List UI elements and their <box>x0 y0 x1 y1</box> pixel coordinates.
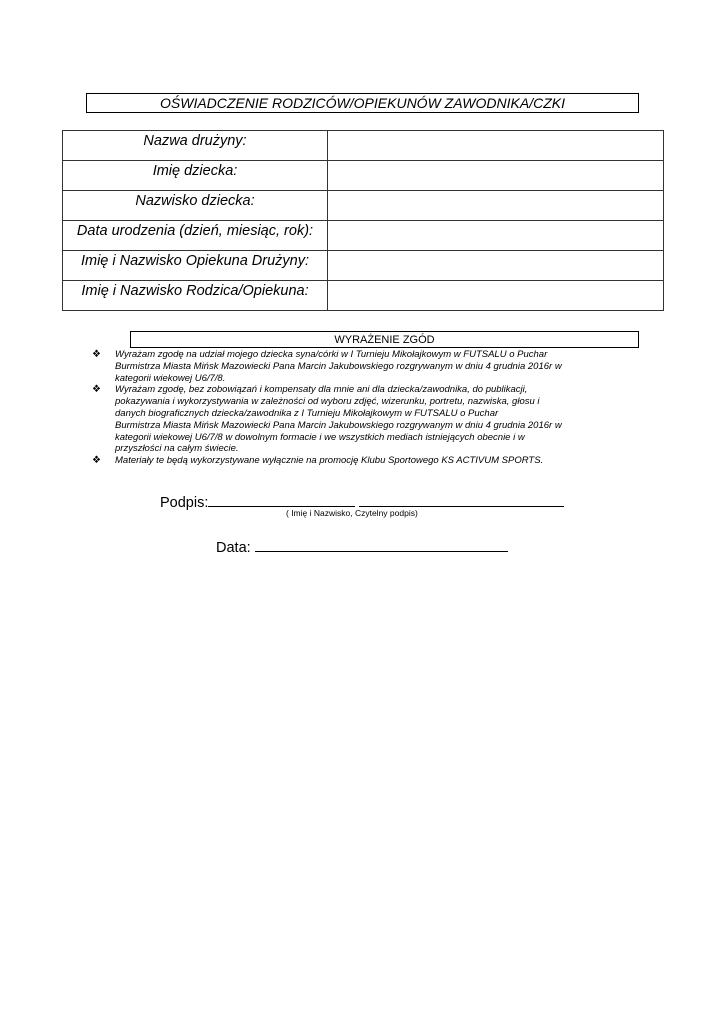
date-section <box>216 537 508 556</box>
consent-text-promotion: Materiały te będą wykorzystywane wyłącznie na promocję Klubu Sportowego KS ACTIVUM SPORTS. <box>115 455 544 467</box>
team-name-label: Nazwa drużyny: <box>63 131 328 161</box>
consent-item <box>92 455 632 467</box>
signature-caption: ( Imię i Nazwisko, Czytelny podpis) <box>286 508 418 518</box>
child-first-name-field[interactable] <box>328 161 664 191</box>
diamond-bullet-icon: ❖ <box>92 455 101 467</box>
diamond-bullet-icon: ❖ <box>92 384 101 396</box>
birth-date-field[interactable] <box>328 221 664 251</box>
parent-name-label: Imię i Nazwisko Rodzica/Opiekuna: <box>63 281 328 311</box>
child-first-name-label: Imię dziecka: <box>63 161 328 191</box>
date-line[interactable] <box>255 537 508 552</box>
signature-line-first[interactable] <box>208 492 355 507</box>
consents-heading: WYRAŻENIE ZGÓD <box>130 331 639 348</box>
date-label: Data: <box>216 540 251 556</box>
document-title: OŚWIADCZENIE RODZICÓW/OPIEKUNÓW ZAWODNIKA/CZKI <box>86 93 639 113</box>
child-last-name-field[interactable] <box>328 191 664 221</box>
team-guardian-field[interactable] <box>328 251 664 281</box>
parent-name-field[interactable] <box>328 281 664 311</box>
birth-date-label: Data urodzenia (dzień, miesiąc, rok): <box>63 221 328 251</box>
diamond-bullet-icon: ❖ <box>92 349 101 360</box>
consent-text-publication: Wyrażam zgodę, bez zobowiązań i kompensaty dla mnie ani dla dziecka/zawodnika, do publikacji, pokazywania i wykorzystywania w zależności od wyboru zdjęć, wizerunku, portretu, nazwiska, głosu i danych biograficznych dziecka/zawodnika z I Turnieju Mikołajkowym w FUTSALU o Puchar Burmistrza Miasta Mińsk Mazowiecki Pana Marcin Jakubowskiego rozgrywanym w dniu 4 grudnia 2016r w kategorii wiekowej U6/7/8 w dowolnym formacie i we wszystkich mediach istniejących obecnie i w przyszłości na całym świecie. <box>115 384 562 455</box>
signature-line-second[interactable] <box>359 492 564 507</box>
form-row-parent-name <box>63 281 664 311</box>
consents-list <box>92 349 632 467</box>
form-row-child-last-name <box>63 191 664 221</box>
consent-item <box>92 384 632 455</box>
consent-item <box>92 349 632 384</box>
form-row-child-first-name <box>63 161 664 191</box>
consent-text-participation: Wyrażam zgodę na udział mojego dziecka syna/córki w I Turnieju Mikołajkowym w FUTSALU o Puchar Burmistrza Miasta Mińsk Mazowiecki Pana Marcin Jakubowskiego rozgrywanym w dniu 4 grudnia 2016r w kategorii wiekowej U6/7/8. <box>115 349 562 384</box>
form-row-team-name <box>63 131 664 161</box>
team-guardian-label: Imię i Nazwisko Opiekuna Drużyny: <box>63 251 328 281</box>
signature-label: Podpis: <box>160 495 209 511</box>
team-name-field[interactable] <box>328 131 664 161</box>
form-row-team-guardian <box>63 251 664 281</box>
form-row-birth-date <box>63 221 664 251</box>
child-last-name-label: Nazwisko dziecka: <box>63 191 328 221</box>
registration-form-table <box>62 130 664 311</box>
